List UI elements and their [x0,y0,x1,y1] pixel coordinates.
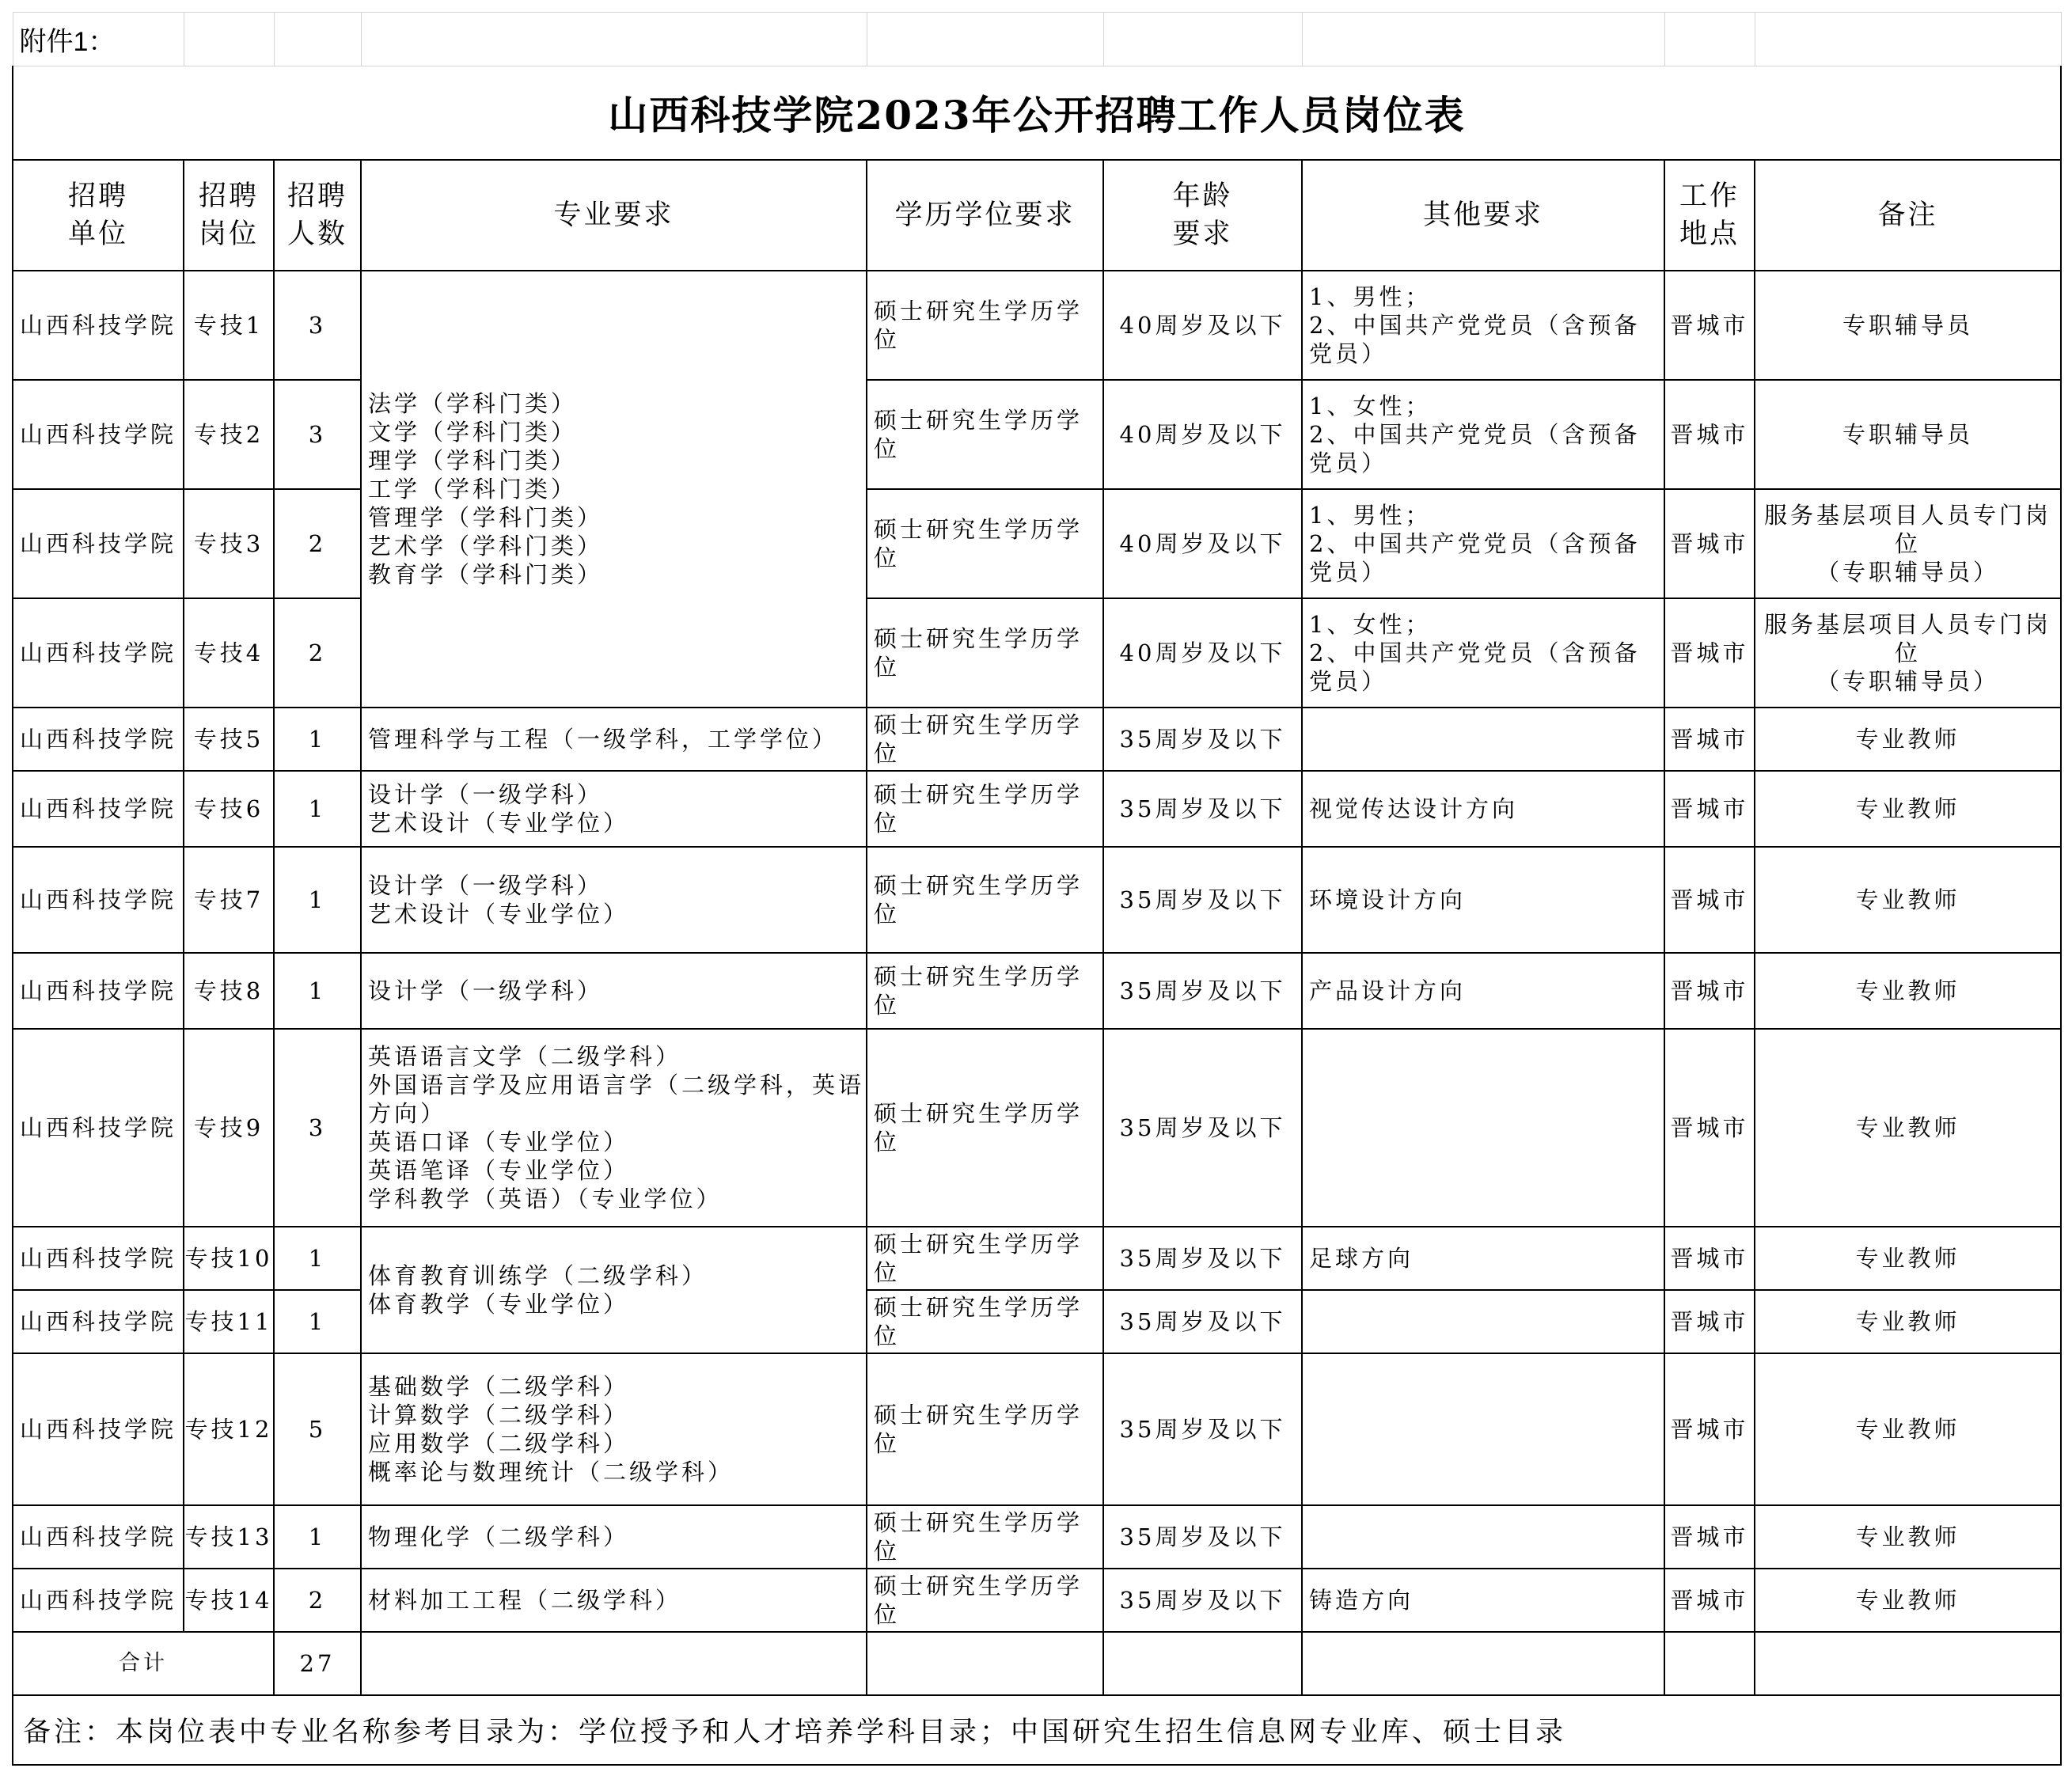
cell-post: 专技9 [184,1029,274,1227]
cell-unit: 山西科技学院 [13,1569,184,1632]
annex-row [13,13,2061,66]
cell-count: 1 [274,847,361,953]
cell-location: 晋城市 [1664,1569,1755,1632]
total-empty-cell [867,1632,1103,1695]
cell-education: 硕士研究生学历学位 [867,1569,1103,1632]
cell-major: 设计学（一级学科） [361,953,867,1029]
cell-note: 专业教师 [1755,1569,2061,1632]
recruitment-sheet [12,12,2060,1775]
cell-age: 40周岁及以下 [1103,271,1302,380]
total-empty-cell [361,1632,867,1695]
table-row [13,489,2061,598]
cell-major: 物理化学（二级学科） [361,1505,867,1569]
annex-label: 附件1： [13,13,184,66]
total-empty-cell [1664,1632,1755,1695]
cell-education: 硕士研究生学历学位 [867,953,1103,1029]
cell-count: 5 [274,1353,361,1505]
total-empty-cell [1103,1632,1302,1695]
cell-note: 专职辅导员 [1755,380,2061,489]
table-row [13,847,2061,953]
cell-post: 专技12 [184,1353,274,1505]
cell-location: 晋城市 [1664,847,1755,953]
cell-note: 专业教师 [1755,1029,2061,1227]
cell-count: 2 [274,489,361,598]
cell-major: 设计学（一级学科） 艺术设计（专业学位） [361,847,867,953]
header-major: 专业要求 [361,160,867,271]
cell-age: 35周岁及以下 [1103,1290,1302,1353]
total-row [13,1632,2061,1695]
cell-unit: 山西科技学院 [13,271,184,380]
cell-other: 1、男性； 2、中国共产党党员（含预备党员） [1302,489,1664,598]
cell-note: 专业教师 [1755,1353,2061,1505]
cell-education: 硕士研究生学历学位 [867,1029,1103,1227]
cell-unit: 山西科技学院 [13,847,184,953]
cell-note: 专业教师 [1755,771,2061,847]
cell-major: 法学（学科门类） 文学（学科门类） 理学（学科门类） 工学（学科门类） 管理学（学科门类） 艺术学（学科门类） 教育学（学科门类） [361,271,867,708]
table-row [13,380,2061,489]
header-education: 学历学位要求 [867,160,1103,271]
cell-major: 管理科学与工程（一级学科，工学学位） [361,708,867,771]
cell-note: 专业教师 [1755,1290,2061,1353]
cell-post: 专技14 [184,1569,274,1632]
cell-note: 专业教师 [1755,708,2061,771]
table-row [13,271,2061,380]
cell-post: 专技11 [184,1290,274,1353]
cell-unit: 山西科技学院 [13,380,184,489]
cell-count: 2 [274,1569,361,1632]
cell-unit: 山西科技学院 [13,1290,184,1353]
cell-post: 专技6 [184,771,274,847]
footnote-row [13,1695,2061,1765]
cell-note: 服务基层项目人员专门岗位 （专职辅导员） [1755,489,2061,598]
cell-unit: 山西科技学院 [13,1227,184,1290]
header-note: 备注 [1755,160,2061,271]
cell-note: 专业教师 [1755,847,2061,953]
cell-location: 晋城市 [1664,598,1755,708]
cell-location: 晋城市 [1664,953,1755,1029]
header-age: 年龄 要求 [1103,160,1302,271]
total-empty-cell [1755,1632,2061,1695]
header-post: 招聘 岗位 [184,160,274,271]
cell-count: 1 [274,771,361,847]
cell-age: 40周岁及以下 [1103,489,1302,598]
cell-post: 专技7 [184,847,274,953]
cell-count: 2 [274,598,361,708]
cell-other [1302,1353,1664,1505]
cell-location: 晋城市 [1664,771,1755,847]
cell-other: 产品设计方向 [1302,953,1664,1029]
cell-post: 专技13 [184,1505,274,1569]
cell-age: 35周岁及以下 [1103,953,1302,1029]
cell-unit: 山西科技学院 [13,771,184,847]
cell-unit: 山西科技学院 [13,598,184,708]
cell-other [1302,1029,1664,1227]
cell-count: 3 [274,1029,361,1227]
header-count: 招聘 人数 [274,160,361,271]
cell-age: 35周岁及以下 [1103,847,1302,953]
cell-education: 硕士研究生学历学位 [867,771,1103,847]
cell-other [1302,708,1664,771]
header-row [13,160,2061,271]
cell-count: 3 [274,380,361,489]
cell-unit: 山西科技学院 [13,1505,184,1569]
cell-other: 1、女性； 2、中国共产党党员（含预备党员） [1302,380,1664,489]
cell-count: 1 [274,708,361,771]
cell-education: 硕士研究生学历学位 [867,1505,1103,1569]
cell-location: 晋城市 [1664,1227,1755,1290]
total-label: 合计 [13,1632,274,1695]
cell-age: 40周岁及以下 [1103,380,1302,489]
table-row [13,1029,2061,1227]
cell-age: 35周岁及以下 [1103,1569,1302,1632]
cell-other [1302,1290,1664,1353]
cell-post: 专技8 [184,953,274,1029]
cell-other: 1、女性； 2、中国共产党党员（含预备党员） [1302,598,1664,708]
cell-education: 硕士研究生学历学位 [867,1227,1103,1290]
cell-other: 视觉传达设计方向 [1302,771,1664,847]
cell-post: 专技4 [184,598,274,708]
cell-location: 晋城市 [1664,1353,1755,1505]
cell-age: 35周岁及以下 [1103,1353,1302,1505]
cell-unit: 山西科技学院 [13,953,184,1029]
cell-location: 晋城市 [1664,489,1755,598]
cell-major: 基础数学（二级学科） 计算数学（二级学科） 应用数学（二级学科） 概率论与数理统计（二级学科） [361,1353,867,1505]
title-row [13,66,2061,160]
cell-education: 硕士研究生学历学位 [867,380,1103,489]
cell-post: 专技2 [184,380,274,489]
cell-education: 硕士研究生学历学位 [867,847,1103,953]
cell-note: 服务基层项目人员专门岗位 （专职辅导员） [1755,598,2061,708]
job-table [12,12,2062,1766]
cell-location: 晋城市 [1664,1029,1755,1227]
cell-other: 1、男性； 2、中国共产党党员（含预备党员） [1302,271,1664,380]
cell-count: 1 [274,1290,361,1353]
table-row [13,1227,2061,1290]
cell-age: 35周岁及以下 [1103,1505,1302,1569]
cell-note: 专业教师 [1755,1505,2061,1569]
total-empty-cell [1302,1632,1664,1695]
header-unit: 招聘 单位 [13,160,184,271]
cell-count: 1 [274,1505,361,1569]
cell-major: 设计学（一级学科） 艺术设计（专业学位） [361,771,867,847]
cell-education: 硕士研究生学历学位 [867,271,1103,380]
cell-major: 体育教育训练学（二级学科） 体育教学（专业学位） [361,1227,867,1353]
cell-unit: 山西科技学院 [13,1029,184,1227]
cell-location: 晋城市 [1664,271,1755,380]
cell-location: 晋城市 [1664,1290,1755,1353]
table-row [13,1505,2061,1569]
header-location: 工作 地点 [1664,160,1755,271]
cell-other: 足球方向 [1302,1227,1664,1290]
cell-note: 专业教师 [1755,953,2061,1029]
table-row [13,1290,2061,1353]
table-row [13,1569,2061,1632]
cell-age: 35周岁及以下 [1103,1029,1302,1227]
cell-other: 环境设计方向 [1302,847,1664,953]
cell-age: 35周岁及以下 [1103,1227,1302,1290]
cell-major: 英语语言文学（二级学科） 外国语言学及应用语言学（二级学科，英语方向） 英语口译（专业学位） 英语笔译（专业学位） 学科教学（英语）（专业学位） [361,1029,867,1227]
cell-post: 专技10 [184,1227,274,1290]
cell-location: 晋城市 [1664,1505,1755,1569]
table-row [13,598,2061,708]
cell-education: 硕士研究生学历学位 [867,489,1103,598]
cell-count: 3 [274,271,361,380]
cell-education: 硕士研究生学历学位 [867,1353,1103,1505]
cell-post: 专技1 [184,271,274,380]
cell-unit: 山西科技学院 [13,1353,184,1505]
cell-education: 硕士研究生学历学位 [867,708,1103,771]
cell-post: 专技5 [184,708,274,771]
cell-other: 铸造方向 [1302,1569,1664,1632]
cell-age: 40周岁及以下 [1103,598,1302,708]
page-title: 山西科技学院2023年公开招聘工作人员岗位表 [13,66,2061,160]
table-row [13,953,2061,1029]
header-other: 其他要求 [1302,160,1664,271]
cell-note: 专业教师 [1755,1227,2061,1290]
cell-other [1302,1505,1664,1569]
cell-location: 晋城市 [1664,380,1755,489]
cell-unit: 山西科技学院 [13,489,184,598]
table-row [13,708,2061,771]
cell-post: 专技3 [184,489,274,598]
table-row [13,1353,2061,1505]
cell-count: 1 [274,1227,361,1290]
cell-education: 硕士研究生学历学位 [867,598,1103,708]
total-value: 27 [274,1632,361,1695]
cell-age: 35周岁及以下 [1103,771,1302,847]
cell-count: 1 [274,953,361,1029]
cell-unit: 山西科技学院 [13,708,184,771]
footnote: 备注：本岗位表中专业名称参考目录为：学位授予和人才培养学科目录；中国研究生招生信息网专业库、硕士目录 [13,1695,2061,1765]
table-row [13,771,2061,847]
cell-education: 硕士研究生学历学位 [867,1290,1103,1353]
cell-major: 材料加工工程（二级学科） [361,1569,867,1632]
cell-note: 专职辅导员 [1755,271,2061,380]
cell-location: 晋城市 [1664,708,1755,771]
cell-age: 35周岁及以下 [1103,708,1302,771]
